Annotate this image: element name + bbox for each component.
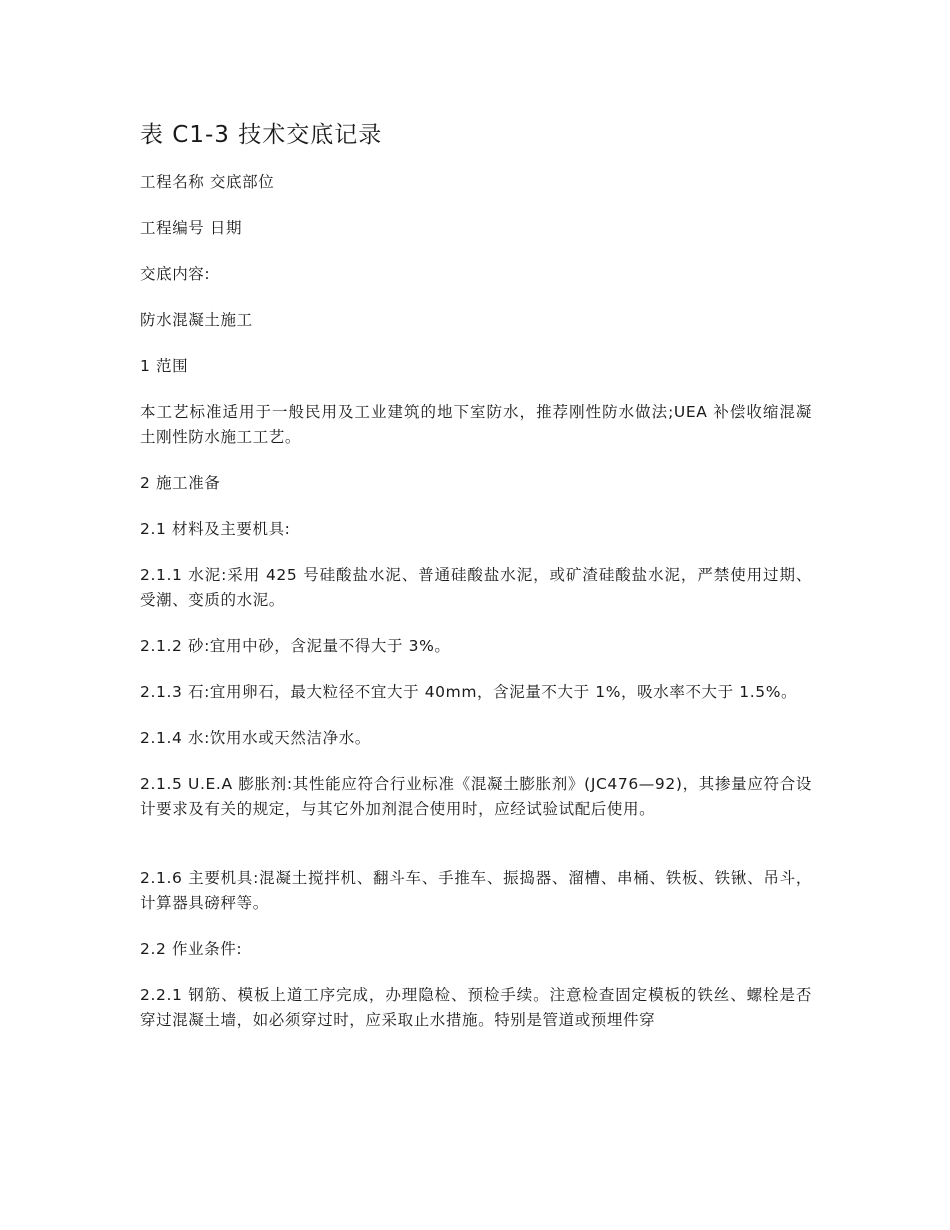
item-2-2-1: 2.2.1 钢筋、模板上道工序完成，办理隐检、预检手续。注意检查固定模板的铁丝、螺栓是否穿过混凝土墙，如必须穿过时，应采取止水措施。特别是管道或预埋件穿 bbox=[140, 986, 812, 1029]
item-2-1-4: 2.1.4 水:饮用水或天然洁净水。 bbox=[140, 729, 371, 747]
item-2-1-1: 2.1.1 水泥:采用 425 号硅酸盐水泥、普通硅酸盐水泥，或矿渣硅酸盐水泥，严禁使用过期、受潮、变质的水泥。 bbox=[140, 566, 812, 609]
document-page bbox=[140, 118, 812, 1054]
item-2-1-5: 2.1.5 U.E.A 膨胀剂:其性能应符合行业标准《混凝土膨胀剂》(JC476—92)，其掺量应符合设计要求及有关的规定，与其它外加剂混合使用时，应经试验试配后使用。 bbox=[140, 775, 812, 818]
document-title: 表 C1-3 技术交底记录 bbox=[140, 122, 383, 148]
section-2-2-heading: 2.2 作业条件: bbox=[140, 940, 243, 958]
item-2-1-6: 2.1.6 主要机具:混凝土搅拌机、翻斗车、手推车、振捣器、溜槽、串桶、铁板、铁锹、吊斗，计算器具磅秤等。 bbox=[140, 869, 812, 912]
project-number-line: 工程编号 日期 bbox=[140, 219, 243, 237]
section-heading: 防水混凝土施工 bbox=[140, 311, 253, 329]
disclosure-content-label: 交底内容: bbox=[140, 265, 211, 283]
item-2-1-2: 2.1.2 砂:宜用中砂，含泥量不得大于 3%。 bbox=[140, 637, 451, 655]
section-2-heading: 2 施工准备 bbox=[140, 474, 221, 492]
scope-paragraph: 本工艺标准适用于一般民用及工业建筑的地下室防水，推荐刚性防水做法;UEA 补偿收缩混凝土刚性防水施工工艺。 bbox=[140, 403, 812, 446]
section-1-heading: 1 范围 bbox=[140, 357, 189, 375]
item-2-1-3: 2.1.3 石:宜用卵石，最大粒径不宜大于 40mm，含泥量不大于 1%，吸水率不大于 1.5%。 bbox=[140, 683, 798, 701]
project-name-line: 工程名称 交底部位 bbox=[140, 173, 275, 191]
section-2-1-heading: 2.1 材料及主要机具: bbox=[140, 520, 291, 538]
